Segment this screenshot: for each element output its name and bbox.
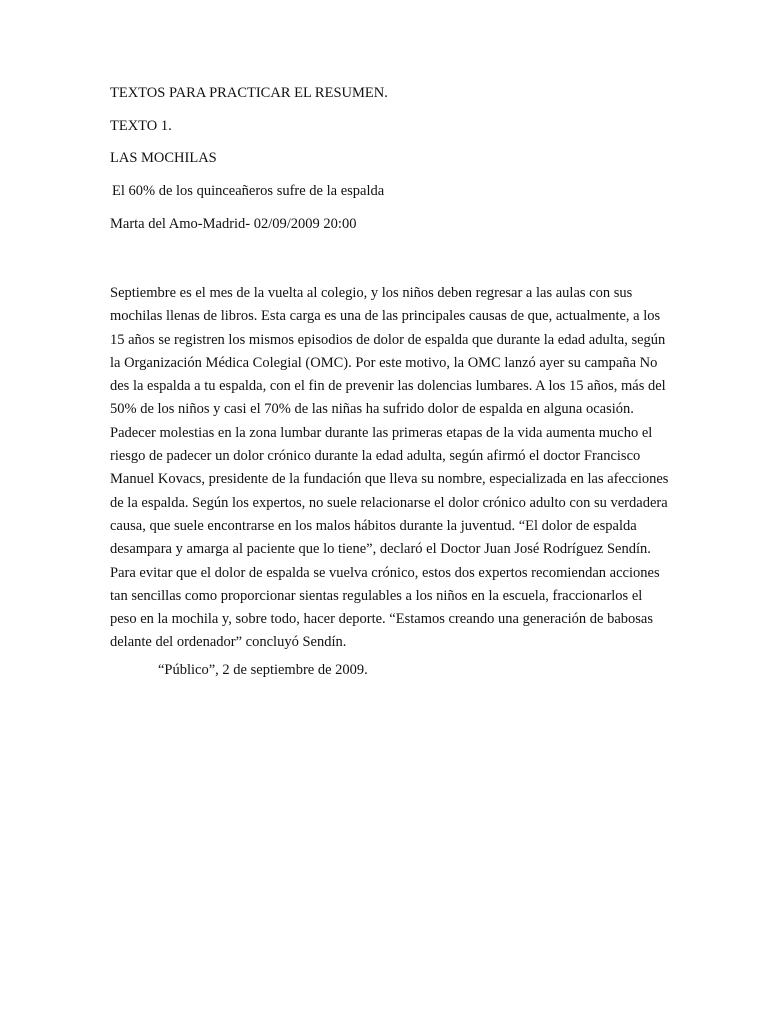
body-line: desampara y amarga al paciente que lo tiene”, declaró el Doctor Juan José Rodríguez Sendín. [110,541,651,558]
article-title: LAS MOCHILAS [110,150,217,166]
document-heading: TEXTOS PARA PRACTICAR EL RESUMEN. [110,85,388,101]
body-line: Para evitar que el dolor de espalda se vuelva crónico, estos dos expertos recomiendan acciones [110,564,660,581]
body-line: de la espalda. Según los expertos, no suele relacionarse el dolor crónico adulto con su verdadera [110,494,668,511]
article-subtitle: El 60% de los quinceañeros sufre de la espalda [112,183,385,199]
article-source: “Público”, 2 de septiembre de 2009. [158,662,368,678]
body-line: tan sencillas como proporcionar sientas regulables a los niños en la escuela, fraccionarlos el [110,587,643,604]
article-byline: Marta del Amo-Madrid- 02/09/2009 20:00 [110,216,357,232]
body-line: delante del ordenador” concluyó Sendín. [110,634,347,651]
article-body [110,282,669,655]
body-line: des la espalda a tu espalda, con el fin de prevenir las dolencias lumbares. A los 15 años, más del [110,378,666,395]
body-line: Manuel Kovacs, presidente de la fundación que lleva su nombre, especializada en las afecciones [110,471,669,488]
body-line: 15 años se registren los mismos episodios de dolor de espalda que durante la edad adulta, según [110,331,666,348]
body-line: mochilas llenas de libros. Esta carga es una de las principales causas de que, actualmente, a los [110,308,661,325]
text-label: TEXTO 1. [110,118,172,134]
body-line: riesgo de padecer un dolor crónico durante la edad adulta, según afirmó el doctor Francisco [110,448,641,465]
body-line: 50% de los niños y casi el 70% de las niñas ha sufrido dolor de espalda en alguna ocasión. [110,401,634,418]
body-line: Padecer molestias en la zona lumbar durante las primeras etapas de la vida aumenta mucho el [110,424,653,441]
body-line: Septiembre es el mes de la vuelta al colegio, y los niños deben regresar a las aulas con sus [110,285,633,301]
body-line: causa, que suele encontrarse en los malos hábitos durante la juventud. “El dolor de espalda [110,517,637,534]
body-line: peso en la mochila y, sobre todo, hacer deporte. “Estamos creando una generación de babosas [110,611,654,628]
body-line: la Organización Médica Colegial (OMC). Por este motivo, la OMC lanzó ayer su campaña No [110,354,658,371]
